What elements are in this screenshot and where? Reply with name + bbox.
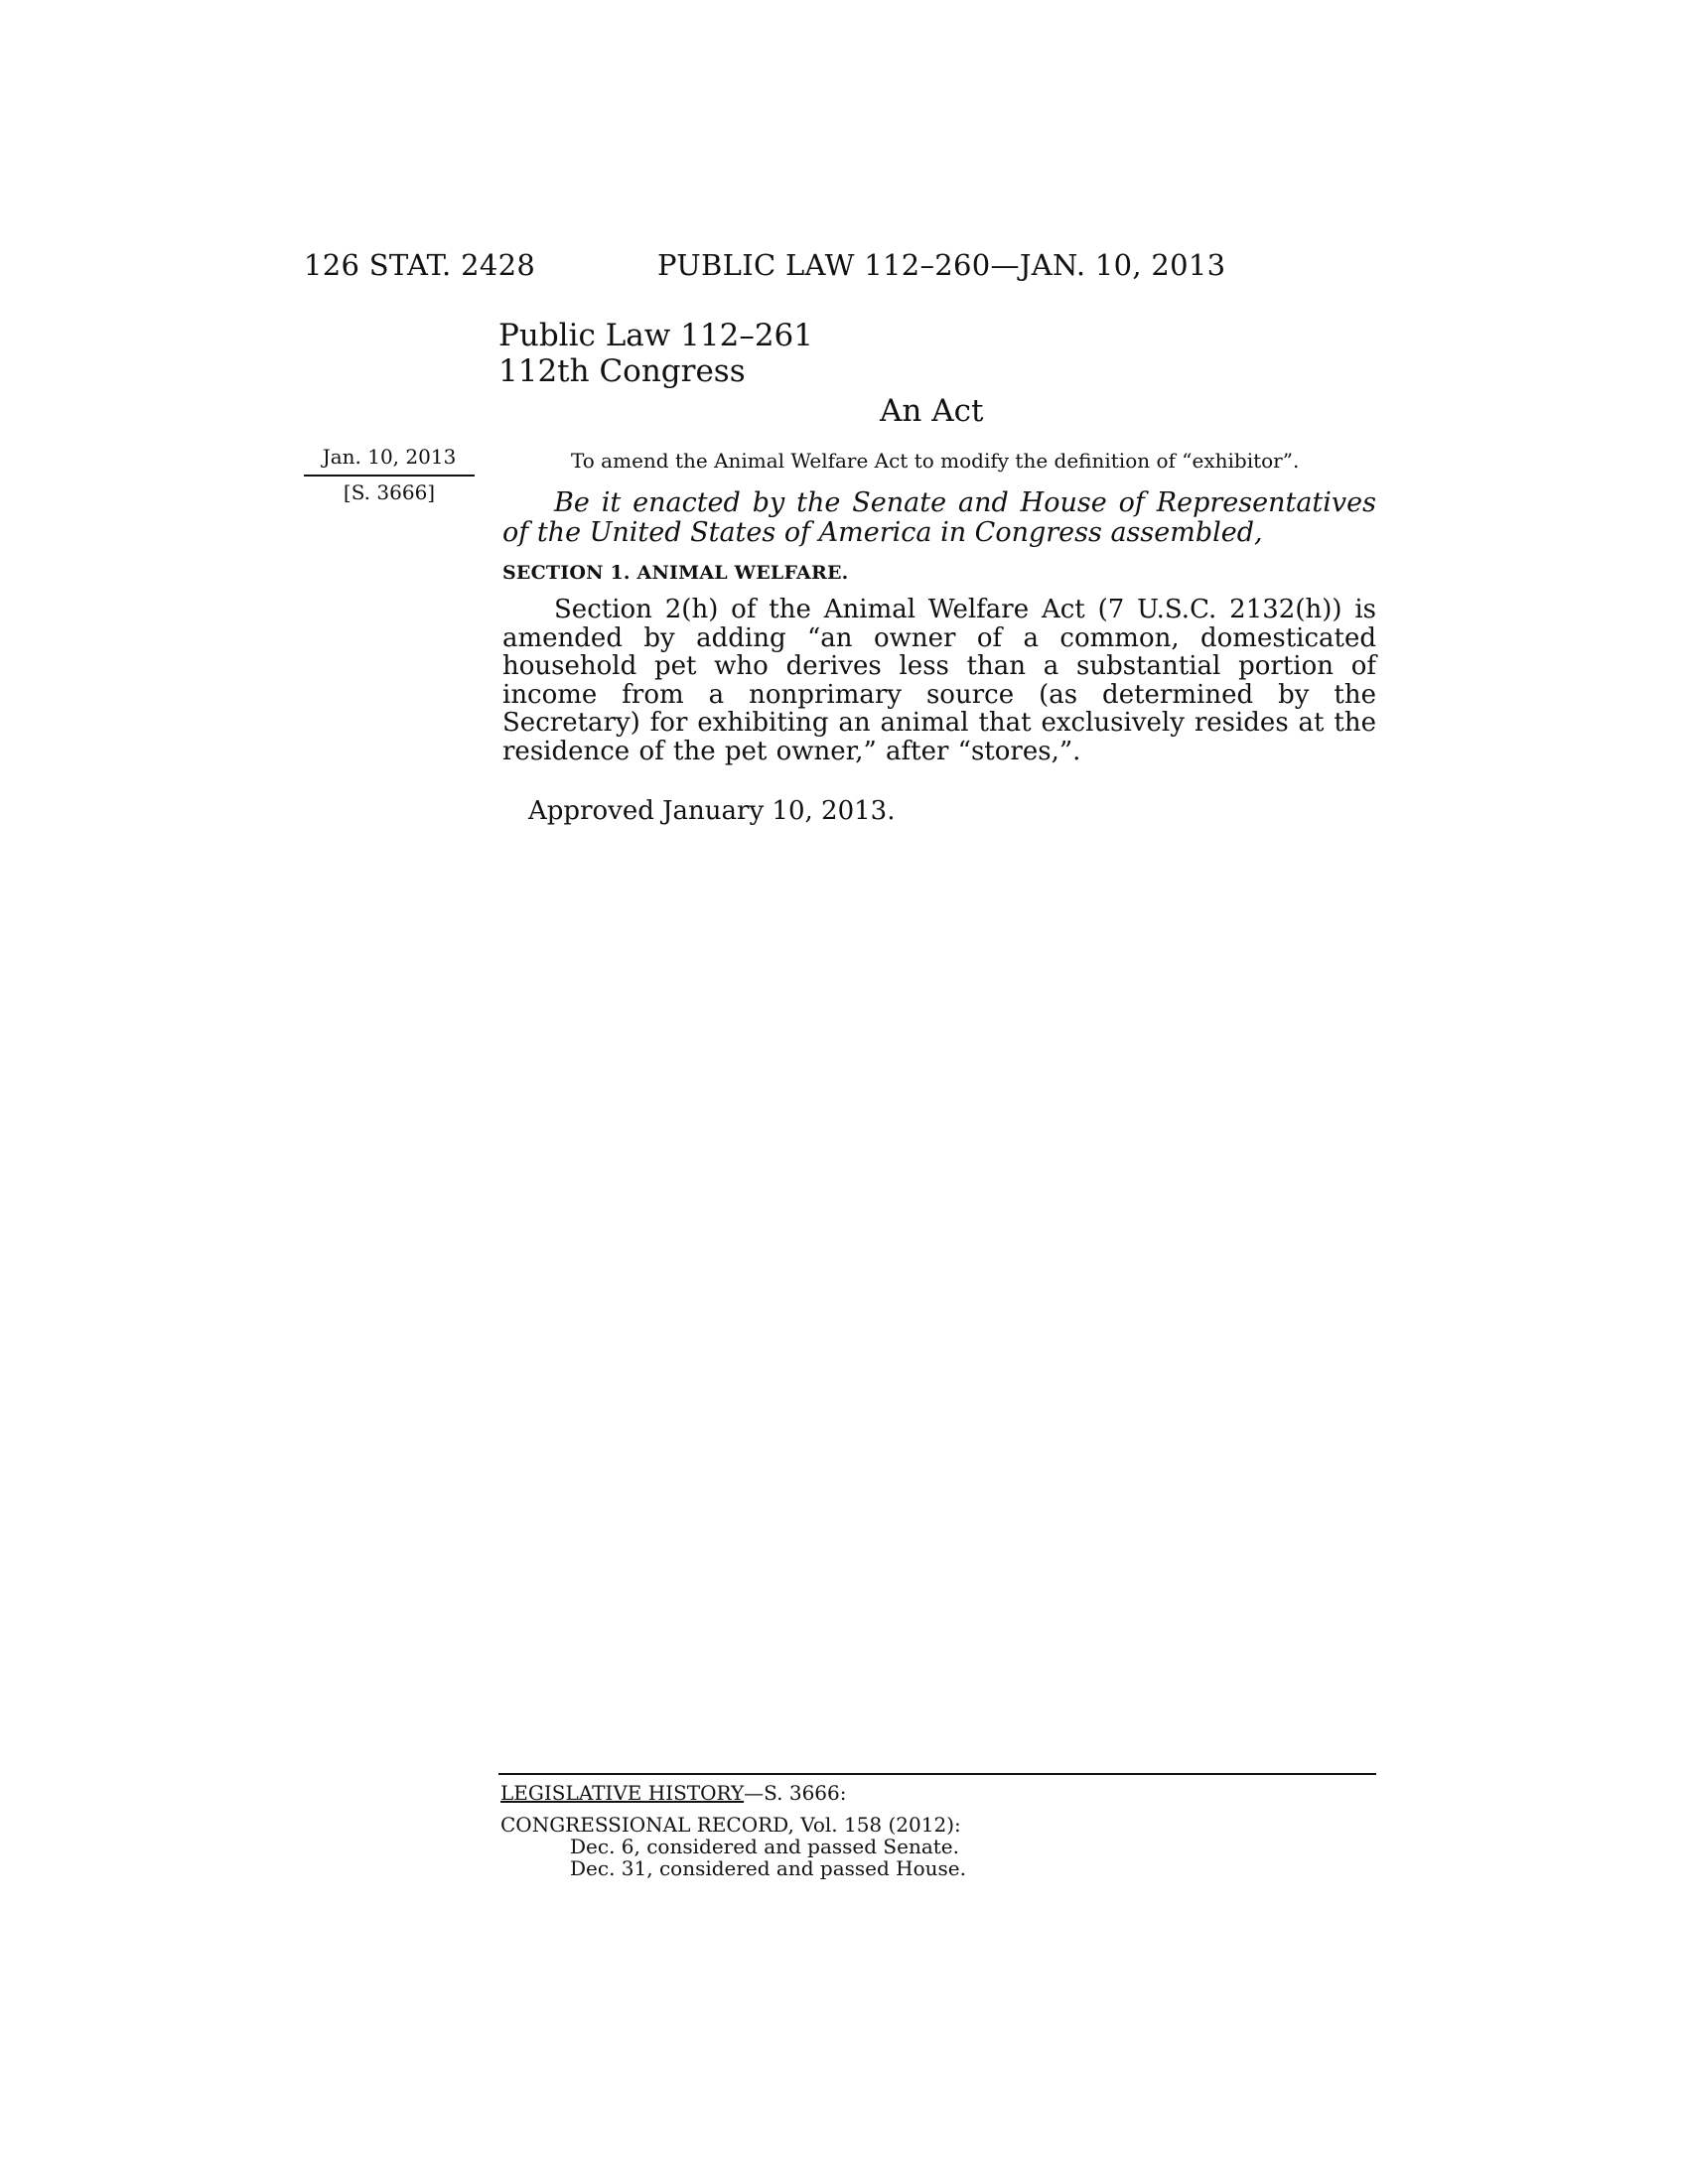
congressional-record: CONGRESSIONAL RECORD, Vol. 158 (2012): xyxy=(500,1813,961,1837)
enacting-clause: Be it enacted by the Senate and House of Representatives of the United States of America in Congress assembled, xyxy=(502,487,1376,548)
public-law-number: Public Law 112–261 xyxy=(498,318,814,353)
section-heading: SECTION 1. ANIMAL WELFARE. xyxy=(502,562,849,584)
margin-note-date: Jan. 10, 2013 xyxy=(304,445,475,477)
act-purpose: To amend the Animal Welfare Act to modify the definition of “exhibitor”. xyxy=(571,449,1300,473)
legislative-history-title xyxy=(500,1781,847,1805)
section-body: Section 2(h) of the Animal Welfare Act (7 U.S.C. 2132(h)) is amended by adding “an owner of a common, domesticated household pet who derives less than a substantial portion of income from a nonprimary source (as determined by the Secretary) for exhibiting an animal that exclusively resides at the residence of the pet owner,” after “stores,”. xyxy=(502,595,1376,766)
running-head: PUBLIC LAW 112–260—JAN. 10, 2013 xyxy=(657,248,1226,282)
approval-line: Approved January 10, 2013. xyxy=(528,796,896,826)
congress-number: 112th Congress xyxy=(498,353,746,389)
act-heading: An Act xyxy=(880,393,984,429)
margin-note-bill: [S. 3666] xyxy=(343,480,436,504)
legislative-history-bill: —S. 3666: xyxy=(744,1781,847,1805)
legislative-history-label: LEGISLATIVE HISTORY xyxy=(500,1781,745,1805)
history-action: Dec. 31, considered and passed House. xyxy=(570,1856,966,1880)
stat-citation: 126 STAT. 2428 xyxy=(304,248,536,282)
history-action: Dec. 6, considered and passed Senate. xyxy=(570,1835,959,1858)
footer-divider xyxy=(498,1773,1376,1775)
